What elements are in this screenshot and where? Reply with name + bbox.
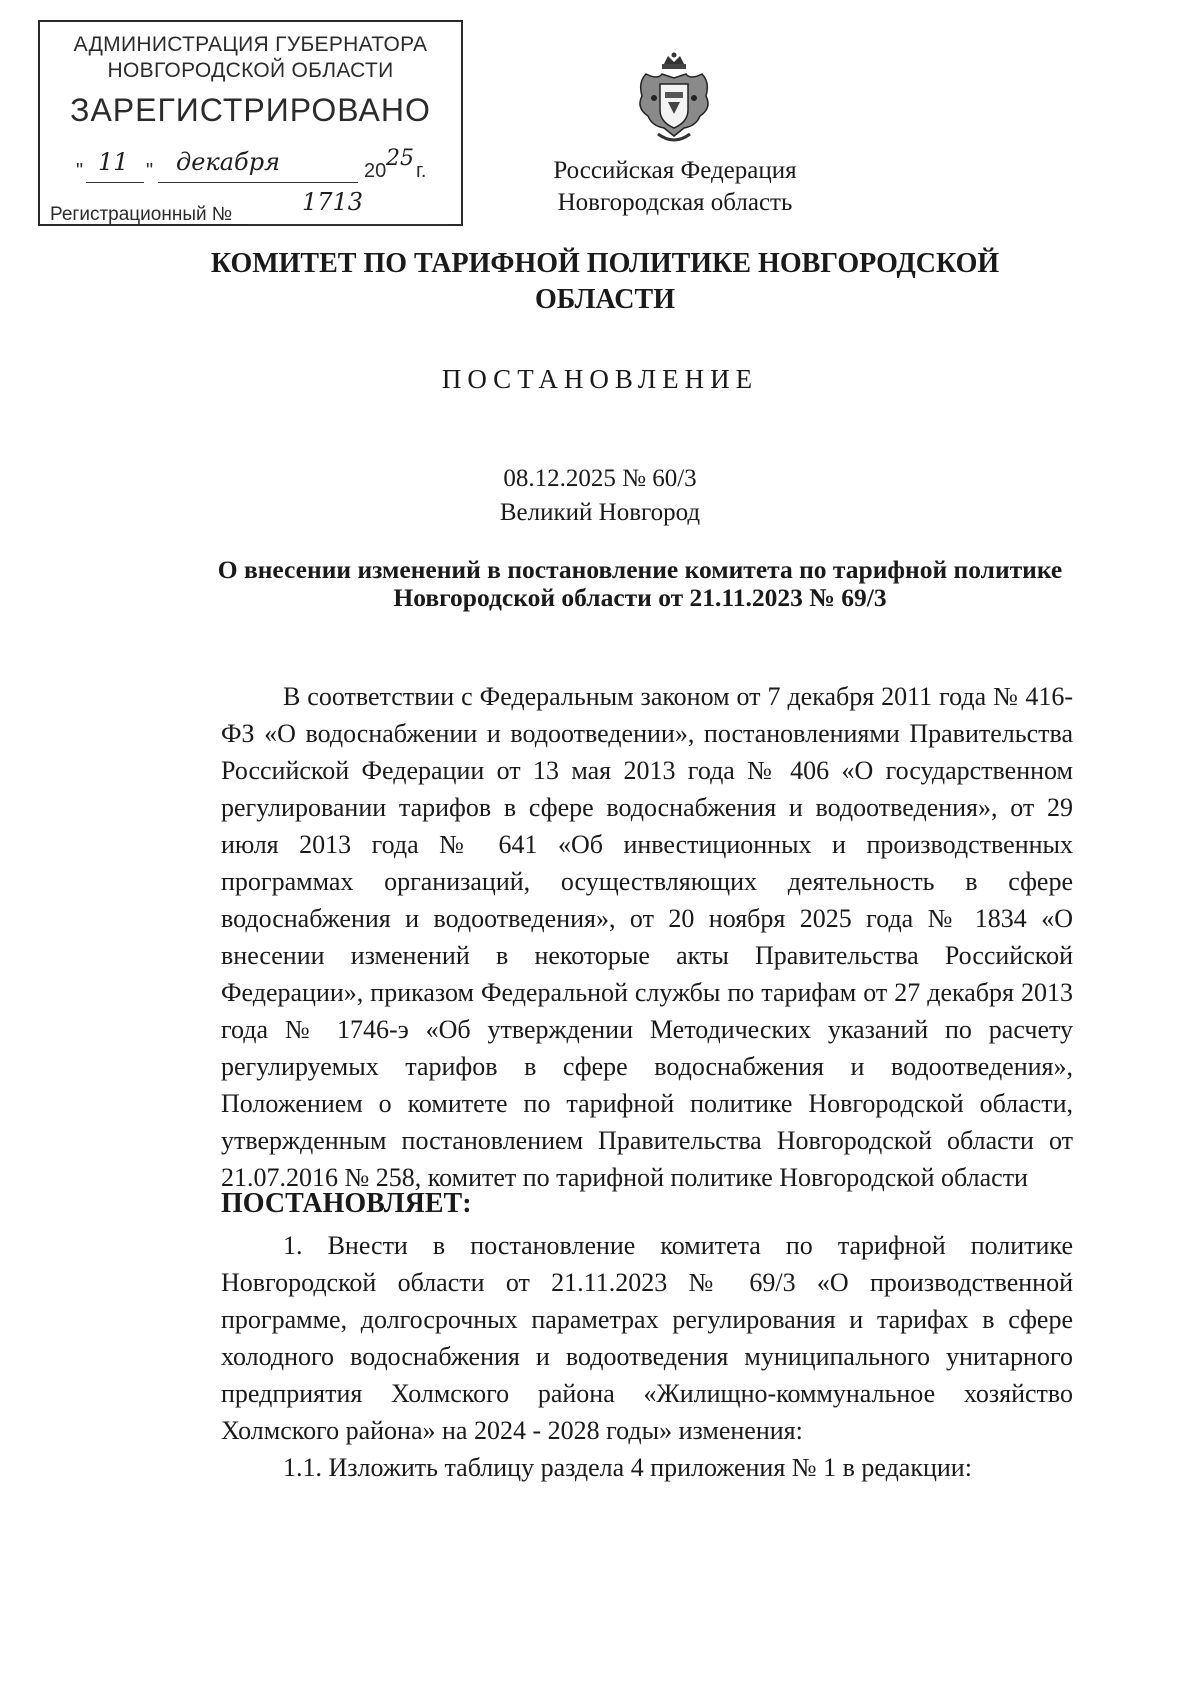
- document-subject: [200, 556, 1080, 612]
- stamp-year-unit: г.: [416, 160, 427, 182]
- subject-line2: Новгородской области от 21.11.2023 № 69/3: [393, 583, 887, 612]
- subject-line1: О внесении изменений в постановление комитета по тарифной политике: [217, 555, 1063, 584]
- stamp-org-line1: АДМИНИСТРАЦИЯ ГУБЕРНАТОРА: [73, 33, 428, 56]
- coat-of-arms-icon: [632, 52, 716, 150]
- country-name: Российская Федерация: [553, 157, 797, 184]
- region-name: Новгородская область: [557, 189, 793, 216]
- document-type: ПОСТАНОВЛЕНИЕ: [441, 364, 759, 394]
- stamp-reg-number: 1713: [302, 188, 364, 216]
- committee-title-line1: КОМИТЕТ ПО ТАРИФНОЙ ПОЛИТИКЕ НОВГОРОДСКОЙ: [210, 248, 1000, 279]
- stamp-registered: ЗАРЕГИСТРИРОВАНО: [70, 92, 431, 128]
- stamp-year-suffix: 25: [386, 146, 414, 171]
- preamble-text: В соответствии с Федеральным законом от 7 декабря 2011 года № 416-ФЗ «О водоснабжении и водоотведении», постановлениями Правительства Российской Федерации от 13 мая 2013 года № 406 «О государственном регулировании тарифов в сфере водоснабжения и водоотведения», от 29 июля 2013 года № 641 «Об инвестиционных и производственных программах организаций, осуществляющих деятельность в сфере водоснабжения и водоотведения», от 20 ноября 2025 года № 1834 «О внесении изменений в некоторые акты Правительства Российской Федерации», приказом Федеральной службы по тарифам от 27 декабря 2013 года № 1746-э «Об утверждении Методических указаний по расчету регулируемых тарифов в сфере водоснабжения и водоотведения», Положением о комитете по тарифной политике Новгородской области, утвержденным постановлением Правительства Новгородской области от 21.07.2016 № 258, комитет по тарифной политике Новгородской области: [221, 682, 1073, 1192]
- item-1-paragraph: [221, 1227, 1073, 1449]
- stamp-day: 11: [98, 148, 129, 176]
- stamp-org-line2: НОВГОРОДСКОЙ ОБЛАСТИ: [107, 59, 394, 82]
- committee-title: [160, 246, 1050, 318]
- resolves-heading: ПОСТАНОВЛЯЕТ:: [221, 1188, 472, 1219]
- stamp-month: декабря: [176, 148, 280, 176]
- document-date-number: 08.12.2025 № 60/3: [503, 465, 697, 492]
- registration-stamp: [38, 20, 463, 226]
- stamp-year-prefix: 20: [364, 160, 387, 182]
- stamp-reg-number-line: [50, 204, 232, 226]
- committee-title-line2: ОБЛАСТИ: [535, 284, 675, 315]
- stamp-reg-label: Регистрационный №: [50, 204, 233, 225]
- item-1-1-paragraph: 1.1. Изложить таблицу раздела 4 приложения № 1 в редакции:: [283, 1453, 972, 1482]
- document-place: Великий Новгород: [499, 499, 701, 526]
- preamble-paragraph: [221, 678, 1073, 1196]
- stamp-date-line: " 11 " декабря 20 25 г.: [76, 146, 427, 182]
- item-1-text: 1. Внести в постановление комитета по тарифной политике Новгородской области от 21.11.2023 № 69/3 «О производственной программе, долгосрочных параметрах регулирования и тарифах в сфере холодного водоснабжения и водоотведения муниципального унитарного предприятия Холмского района «Жилищно-коммунальное хозяйство Холмского района» на 2024 - 2028 годы» изменения:: [221, 1231, 1073, 1445]
